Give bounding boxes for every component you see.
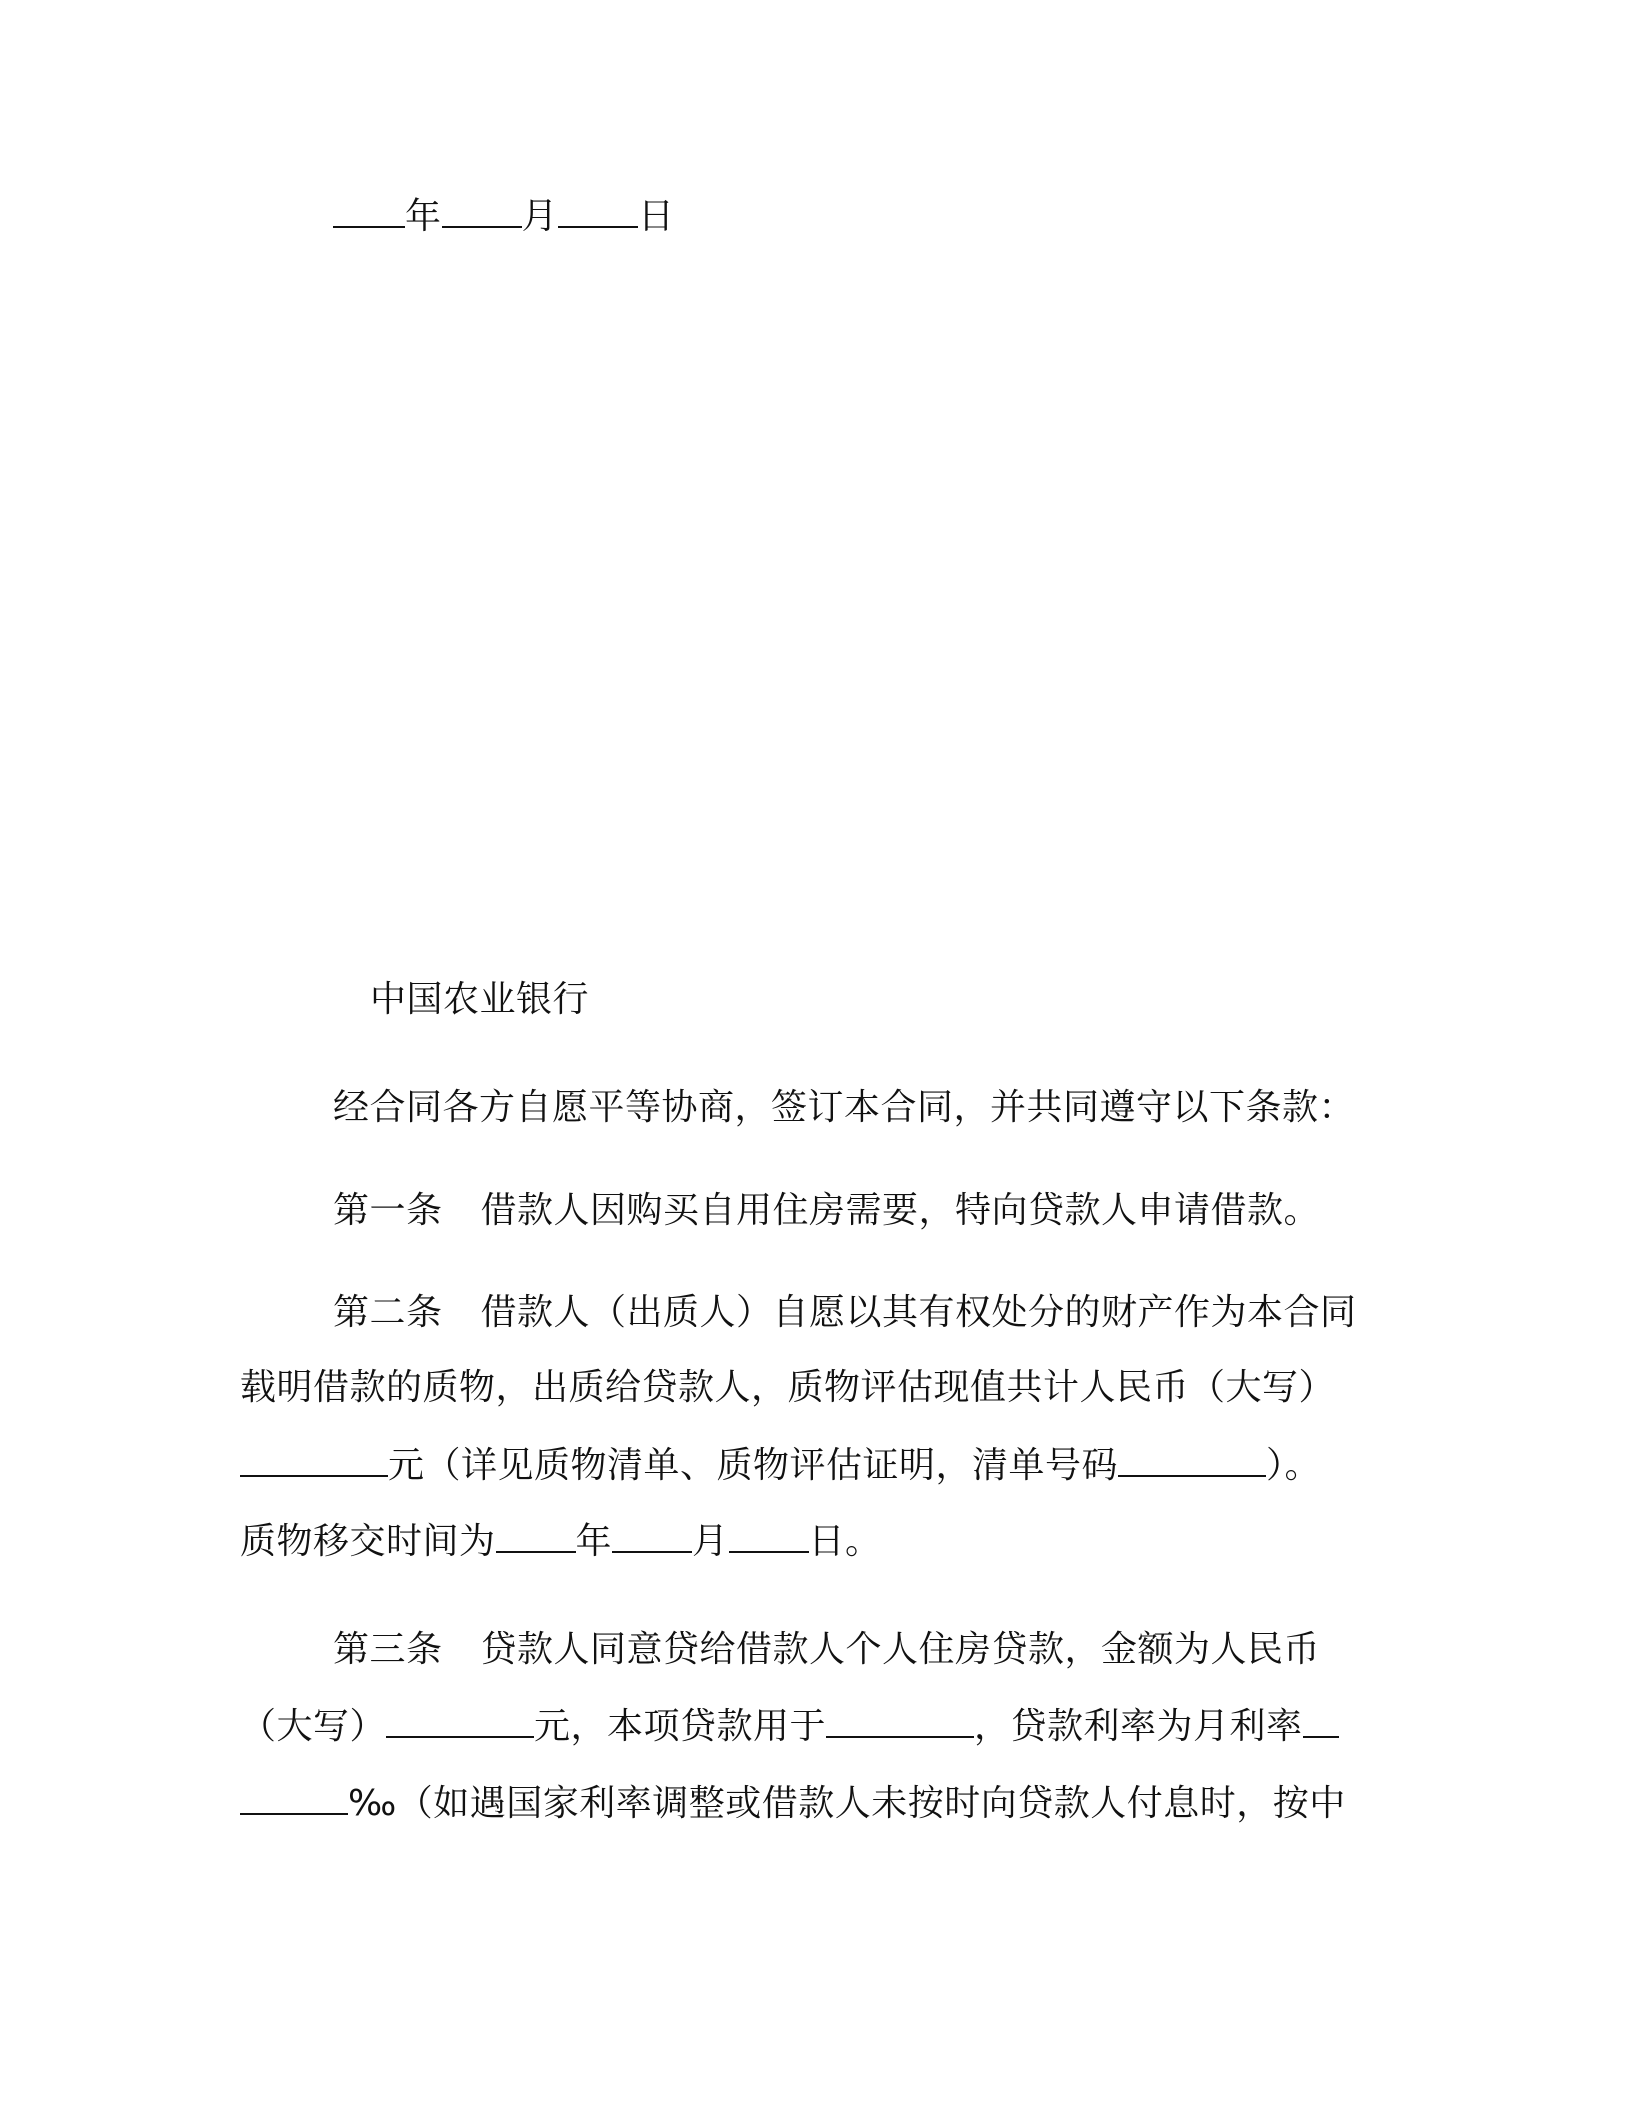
article-2-line-3	[240, 1445, 1321, 1486]
transfer-month-label: 月	[692, 1521, 729, 1562]
monthly-rate-blank-start	[1303, 1706, 1339, 1738]
transfer-year-label: 年	[575, 1521, 613, 1562]
transfer-day-blank	[729, 1521, 809, 1553]
article-2-line-1	[333, 1293, 1357, 1333]
article-1	[333, 1191, 1320, 1231]
article-2-line-2: 载明借款的质物，出质给贷款人，质物评估现值共计人民币（大写）	[240, 1367, 1336, 1408]
valuation-amount-blank	[240, 1445, 388, 1477]
loan-purpose-blank	[826, 1706, 974, 1738]
article-2-line-3-a: 元（详见质物清单、质物评估证明，清单号码	[388, 1445, 1119, 1486]
article-3-line-1-text: 贷款人同意贷给借款人个人住房贷款，金额为人民币	[480, 1629, 1321, 1670]
bank-name: 中国农业银行	[370, 979, 590, 1020]
article-3-line-3	[240, 1783, 1346, 1824]
date-line	[333, 196, 675, 237]
year-label: 年	[405, 196, 442, 237]
article-3-line-2-a: （大写）	[240, 1706, 387, 1747]
year-blank	[333, 196, 405, 228]
article-3-line-3-a: ‰（如遇国家利率调整或借款人未按时向贷款人付息时，按中	[348, 1783, 1346, 1824]
list-number-blank	[1118, 1445, 1266, 1477]
month-blank	[442, 196, 522, 228]
article-2-label: 第二条	[333, 1292, 443, 1333]
article-2-line-3-b: ）。	[1266, 1445, 1322, 1486]
article-3-line-1	[333, 1630, 1320, 1670]
month-label: 月	[521, 196, 559, 237]
intro-paragraph: 经合同各方自愿平等协商，签订本合同，并共同遵守以下条款：	[333, 1087, 1356, 1128]
article-2-line-4	[240, 1521, 882, 1562]
day-blank	[558, 196, 638, 228]
article-2-line-1-text: 借款人（出质人）自愿以其有权处分的财产作为本合同	[480, 1292, 1357, 1333]
day-label: 日	[638, 196, 675, 237]
article-1-label: 第一条	[333, 1190, 443, 1231]
article-2-line-4-a: 质物移交时间为	[240, 1521, 496, 1562]
article-3-line-2	[240, 1706, 1339, 1747]
article-3-label: 第三条	[333, 1629, 443, 1670]
monthly-rate-blank-end	[240, 1783, 348, 1815]
transfer-month-blank	[612, 1521, 692, 1553]
article-3-line-2-b: 元，本项贷款用于	[534, 1706, 827, 1747]
transfer-day-label: 日。	[808, 1521, 882, 1562]
article-3-line-2-c: ，贷款利率为月利率	[974, 1706, 1303, 1747]
transfer-year-blank	[496, 1521, 576, 1553]
article-1-text: 借款人因购买自用住房需要，特向贷款人申请借款。	[480, 1190, 1321, 1231]
loan-amount-blank	[386, 1706, 534, 1738]
